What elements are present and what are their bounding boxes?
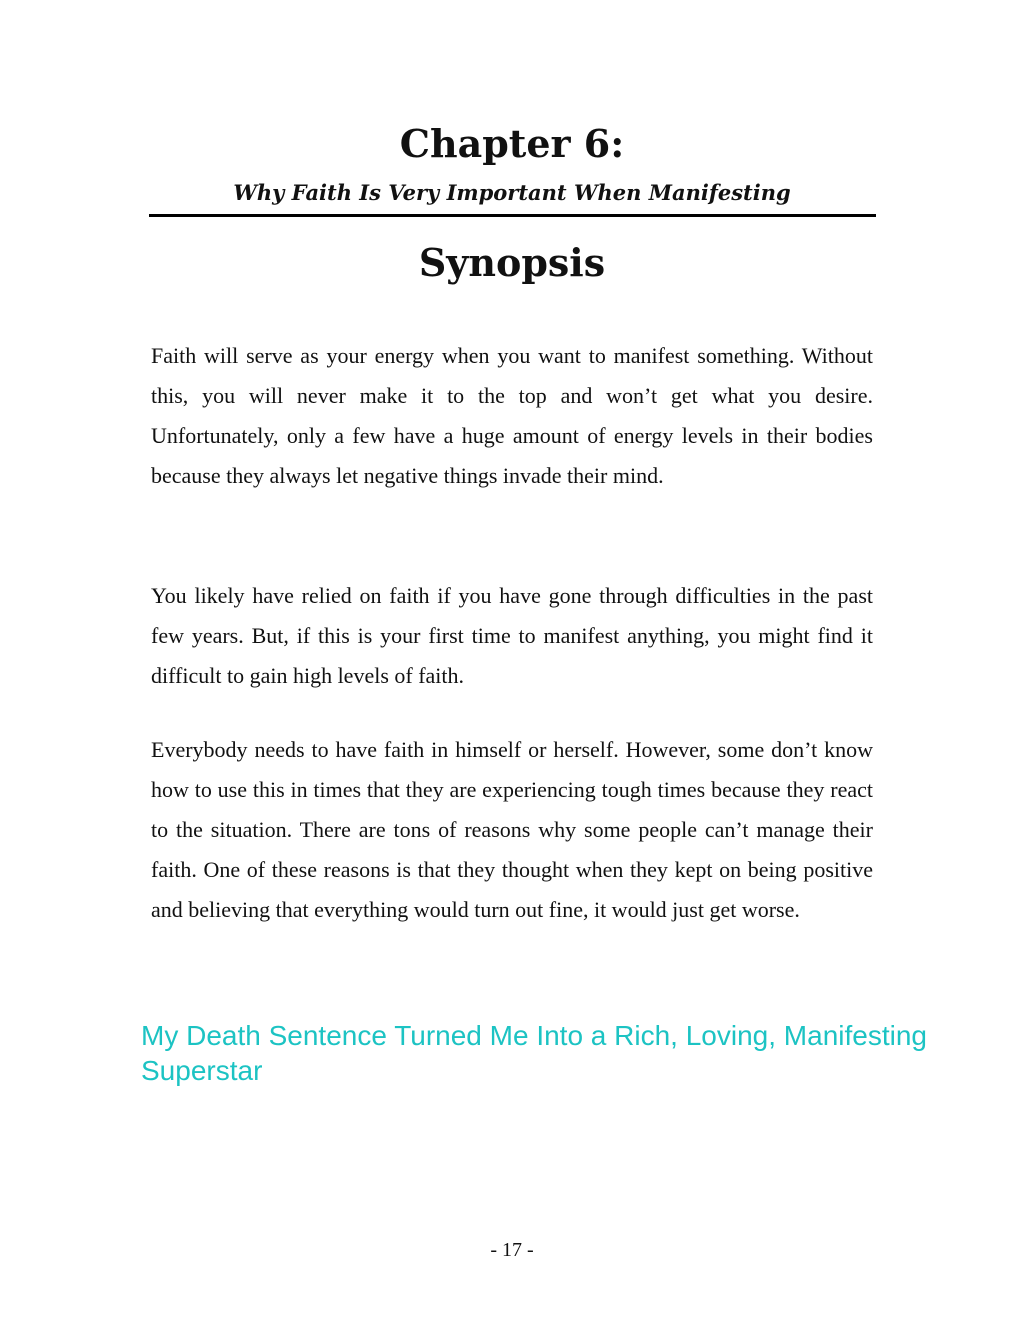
title-divider bbox=[149, 214, 876, 217]
promo-link[interactable]: My Death Sentence Turned Me Into a Rich, Loving, Manifesting Superstar bbox=[141, 1020, 927, 1086]
page-number: - 17 - bbox=[490, 1239, 534, 1261]
body-paragraph-1: Faith will serve as your energy when you want to manifest something. Without this, you will never make it to the top and won’t get what you desire. Unfortunately, only a few have a huge amount of energy levels in their bodies because they always let negative things invade their mind. bbox=[151, 343, 873, 488]
section-title: Synopsis bbox=[418, 240, 606, 285]
chapter-title: Chapter 6: bbox=[399, 121, 625, 166]
body-paragraph-2: You likely have relied on faith if you have gone through difficulties in the past few years. But, if this is your first time to manifest anything, you might find it difficult to gain high levels of faith. bbox=[151, 583, 873, 688]
chapter-subtitle: Why Faith Is Very Important When Manifesting bbox=[233, 180, 791, 205]
body-paragraph-3: Everybody needs to have faith in himself or herself. However, some don’t know how to use this in times that they are experiencing tough times because they react to the situation. There are tons of reasons why some people can’t manage their faith. One of these reasons is that they thought when they kept on being positive and believing that everything would turn out fine, it would just get worse. bbox=[151, 737, 873, 922]
